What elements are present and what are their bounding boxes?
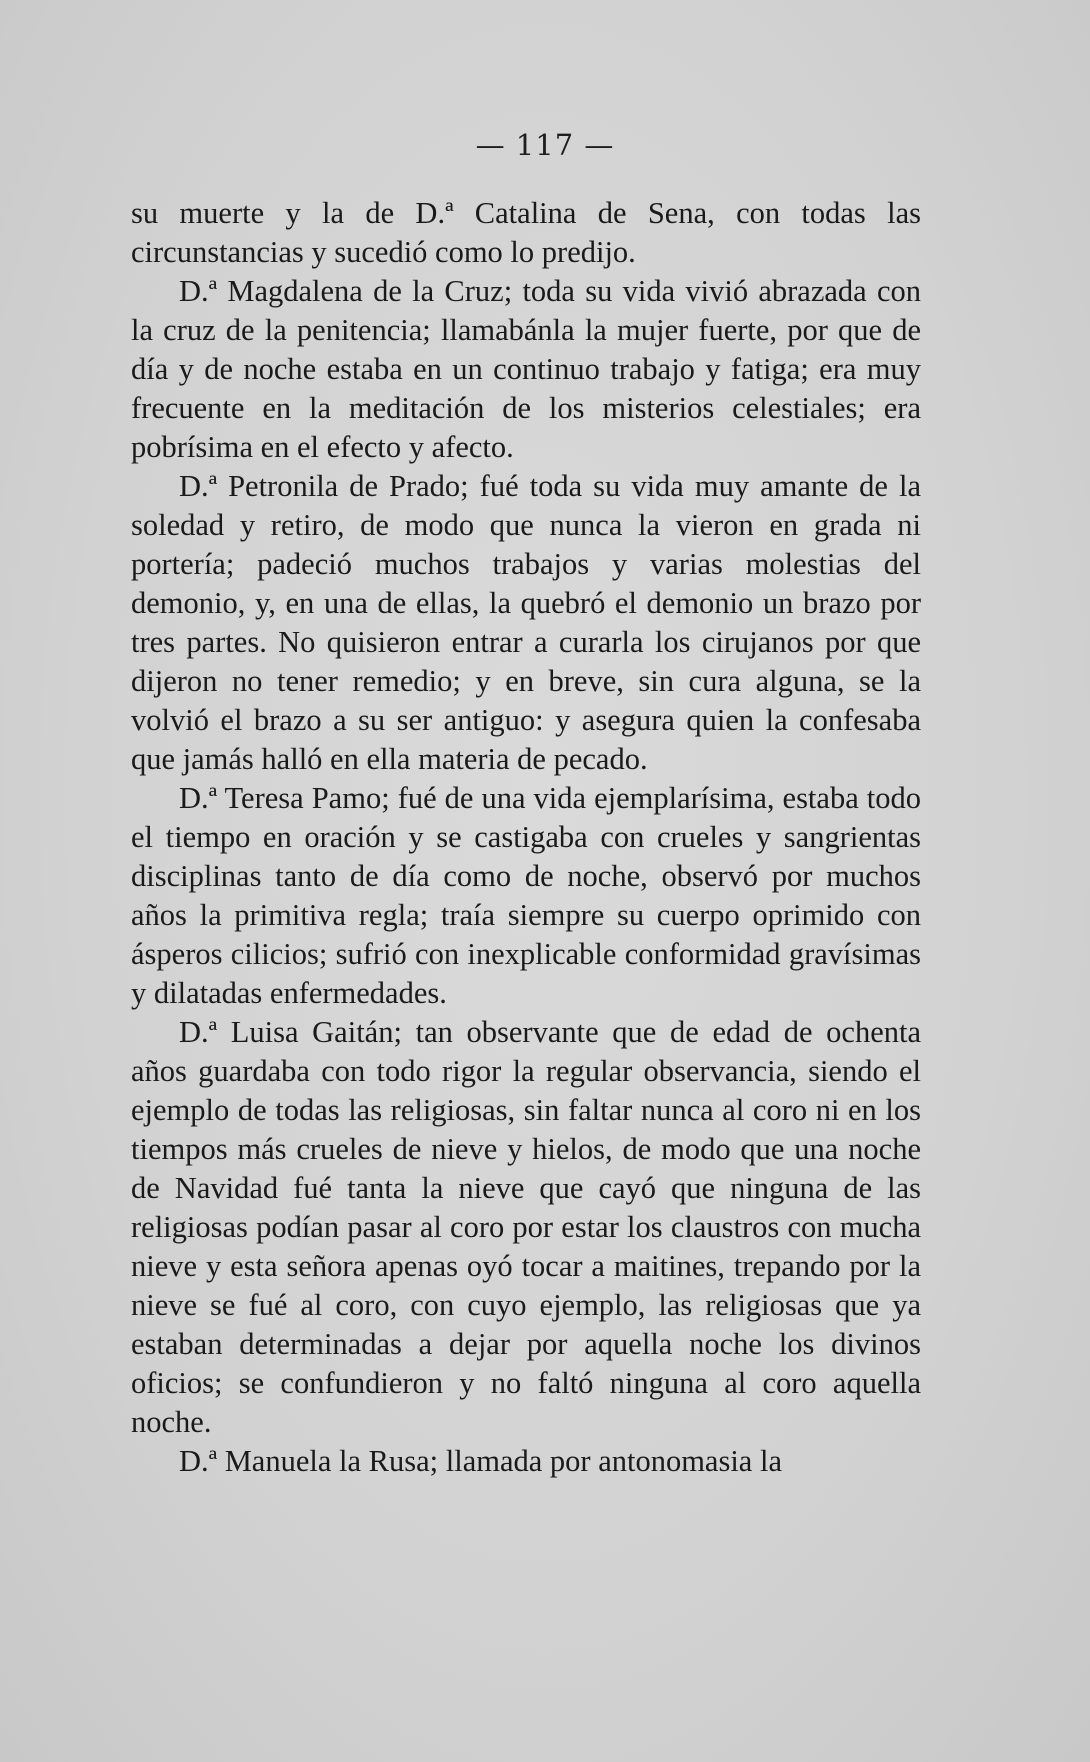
body-text: [131, 194, 921, 1481]
paragraph-petronila-de-prado: D.ª Petronila de Prado; fué toda su vida muy amante de la soledad y retiro, de modo que nunca la vieron en grada ni portería; padeció muchos trabajos y varias molestias del demonio, y, en una de ellas, la quebró el demonio un brazo por tres partes. No quisieron entrar a curarla los cirujanos por que dijeron no tener remedio; y en breve, sin cura alguna, se la volvió el brazo a su ser antiguo: y asegura quien la confesaba que jamás halló en ella materia de pecado.: [131, 469, 921, 776]
paragraph-teresa-pamo: D.ª Teresa Pamo; fué de una vida ejemplarísima, estaba todo el tiempo en oración y se castigaba con crueles y sangrientas disciplinas tanto de día como de noche, observó por muchos años la primitiva regla; traía siempre su cuerpo oprimido con ásperos cilicios; sufrió con inexplicable conformidad gravísimas y dilatadas enfermedades.: [131, 781, 921, 1010]
page-number: — 117 —: [475, 128, 615, 162]
paragraph-luisa-gaitan: D.ª Luisa Gaitán; tan observante que de edad de ochenta años guardaba con todo rigor la regular observancia, siendo el ejemplo de todas las religiosas, sin faltar nunca al coro ni en los tiempos más crueles de nieve y hielos, de modo que una noche de Navidad fué tanta la nieve que cayó que ninguna de las religiosas podían pasar al coro por estar los claustros con mucha nieve y esta señora apenas oyó tocar a maitines, trepando por la nieve se fué al coro, con cuyo ejemplo, las religiosas que ya estaban determinadas a dejar por aquella noche los divinos oficios; se confundieron y no faltó ninguna al coro aquella noche.: [131, 1015, 921, 1439]
paragraph-magdalena-de-la-cruz: D.ª Magdalena de la Cruz; toda su vida vivió abrazada con la cruz de la penitencia; llamabánla la mujer fuerte, por que de día y de noche estaba en un continuo trabajo y fatiga; era muy frecuente en la meditación de los misterios celestiales; era pobrísima en el efecto y afecto.: [131, 274, 921, 464]
paragraph-manuela-la-rusa: D.ª Manuela la Rusa; llamada por antonomasia la: [179, 1444, 782, 1478]
paragraph-continuation: su muerte y la de D.ª Catalina de Sena, con todas las circunstancias y sucedió como lo predijo.: [131, 196, 921, 269]
